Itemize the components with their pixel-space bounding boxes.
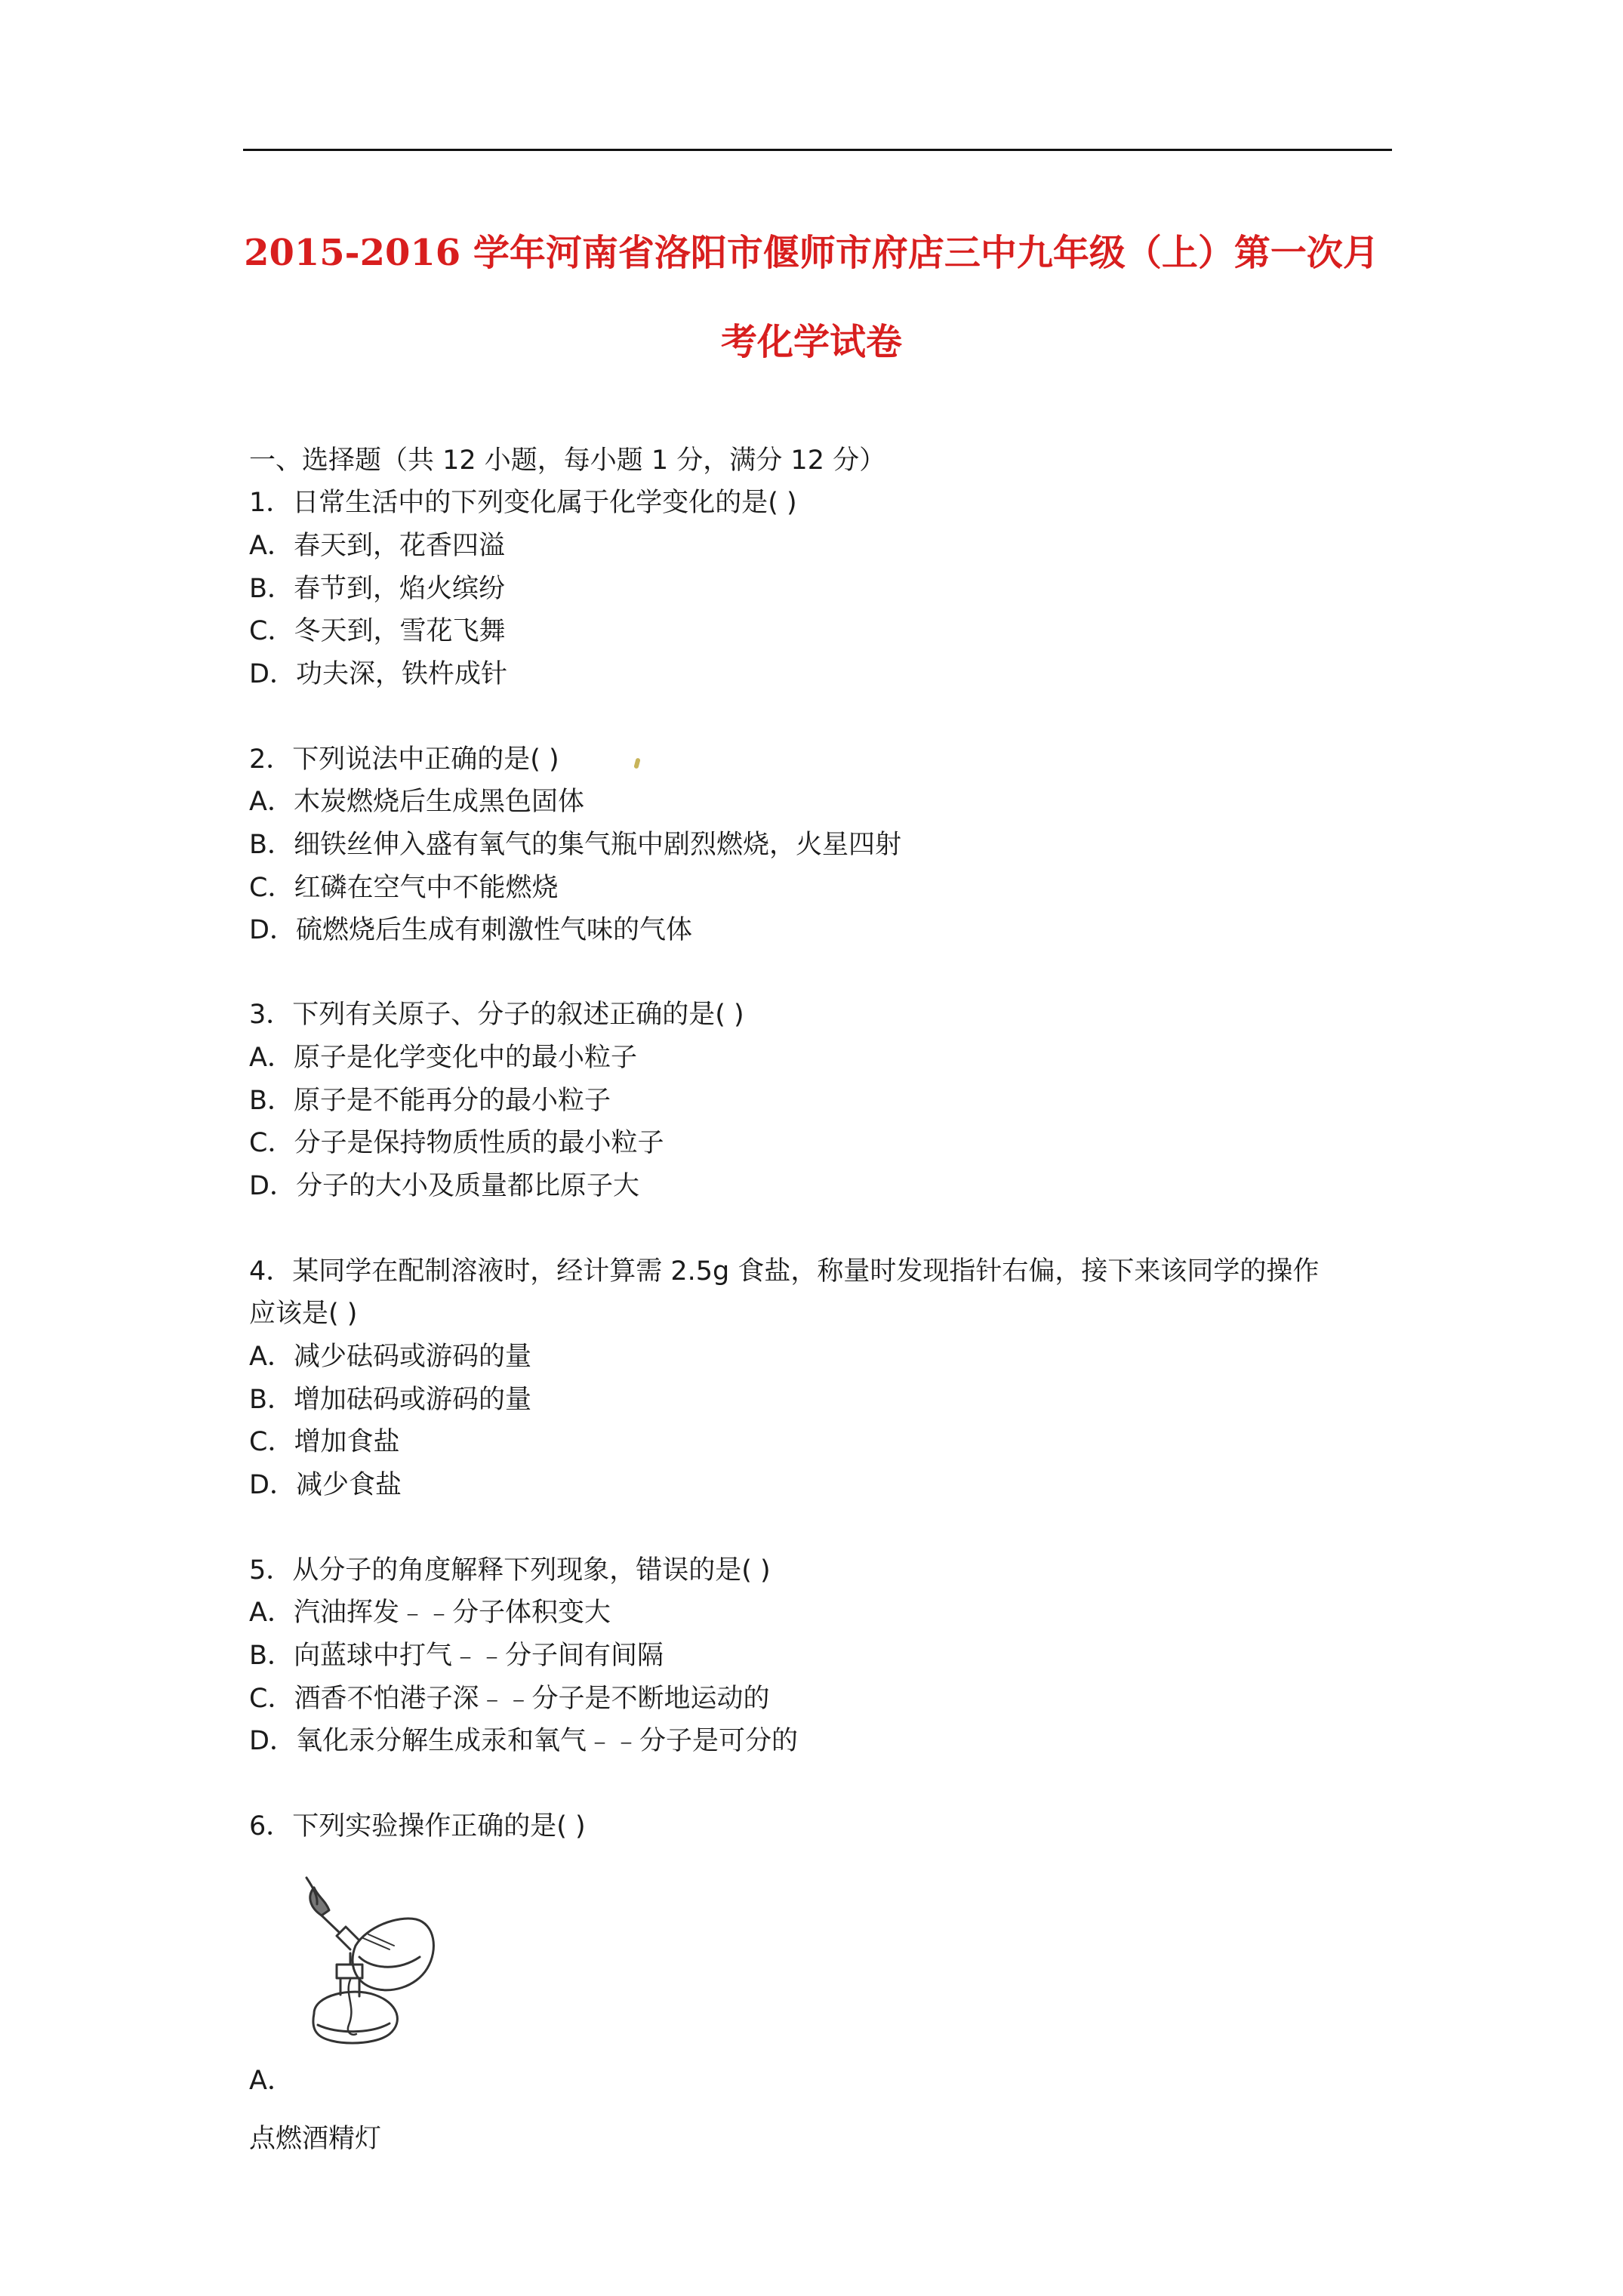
- question-2-stem: 2．下列说法中正确的是( ): [249, 744, 559, 775]
- section-heading: 一、选择题（共 12 小题，每小题 1 分，满分 12 分）: [249, 445, 886, 476]
- question-3-option-b: B．原子是不能再分的最小粒子: [249, 1086, 611, 1116]
- lighting-alcohol-lamps-illustration: [284, 1874, 442, 2055]
- question-6-option-a-label: A．: [249, 2066, 294, 2096]
- question-4-option-c: C．增加食盐: [249, 1427, 400, 1457]
- question-2-option-b: B．细铁丝伸入盛有氧气的集气瓶中剧烈燃烧，火星四射: [249, 830, 902, 860]
- question-4-option-d: D．减少食盐: [249, 1470, 402, 1500]
- question-4-option-a: A．减少砝码或游码的量: [249, 1342, 531, 1372]
- stray-mark: [633, 757, 640, 769]
- question-3-stem: 3．下列有关原子、分子的叙述正确的是( ): [249, 1000, 744, 1030]
- question-1-option-a: A．春天到，花香四溢: [249, 531, 505, 561]
- question-5-option-b: B．向蓝球中打气﹣﹣分子间有间隔: [249, 1641, 664, 1671]
- question-5-option-a: A．汽油挥发﹣﹣分子体积变大: [249, 1598, 611, 1628]
- question-6-option-a-caption: 点燃酒精灯: [249, 2124, 382, 2154]
- question-2-option-c: C．红磷在空气中不能燃烧: [249, 873, 559, 903]
- question-3-option-c: C．分子是保持物质性质的最小粒子: [249, 1128, 664, 1158]
- question-2-option-d: D．硫燃烧后生成有刺激性气味的气体: [249, 915, 692, 945]
- question-5-option-c: C．酒香不怕港子深﹣﹣分子是不断地运动的: [249, 1684, 770, 1714]
- question-4-stem-line1: 4．某同学在配制溶液时，经计算需 2.5g 食盐，称量时发现指针右偏，接下来该同学的操作: [249, 1256, 1320, 1287]
- paper-title-line1: 2015-2016 学年河南省洛阳市偃师市府店三中九年级（上）第一次月: [244, 232, 1379, 274]
- question-5-option-d: D．氧化汞分解生成汞和氧气﹣﹣分子是可分的: [249, 1726, 798, 1756]
- question-1-option-b: B．春节到，焰火缤纷: [249, 574, 506, 604]
- question-1-option-c: C．冬天到，雪花飞舞: [249, 616, 506, 646]
- question-5-stem: 5．从分子的角度解释下列现象，错误的是( ): [249, 1555, 771, 1586]
- question-6-stem: 6．下列实验操作正确的是( ): [249, 1811, 586, 1841]
- header-rule: [243, 149, 1392, 151]
- question-1-stem: 1．日常生活中的下列变化属于化学变化的是( ): [249, 488, 797, 518]
- question-3-option-d: D．分子的大小及质量都比原子大: [249, 1171, 639, 1201]
- paper-title-line2: 考化学试卷: [720, 321, 902, 363]
- question-4-option-b: B．增加砝码或游码的量: [249, 1385, 532, 1415]
- question-4-stem-line2: 应该是( ): [249, 1299, 358, 1329]
- question-2-option-a: A．木炭燃烧后生成黑色固体: [249, 787, 584, 817]
- question-3-option-a: A．原子是化学变化中的最小粒子: [249, 1043, 637, 1073]
- question-1-option-d: D．功夫深，铁杵成针: [249, 659, 507, 689]
